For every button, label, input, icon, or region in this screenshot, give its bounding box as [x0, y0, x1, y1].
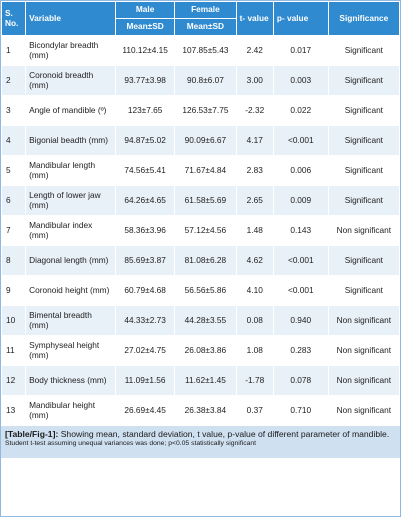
cell-t-value: 4.17: [236, 126, 273, 156]
table-caption: [1, 426, 400, 458]
cell-p-value: 0.940: [273, 306, 328, 336]
header-significance: Significance: [328, 2, 399, 36]
cell-variable: Bicondylar breadth (mm): [26, 36, 116, 66]
cell-sno: 10: [2, 306, 26, 336]
cell-t-value: 4.62: [236, 246, 273, 276]
table-row: [2, 156, 400, 186]
cell-male-mean-sd: 74.56±5.41: [116, 156, 175, 186]
cell-sno: 3: [2, 96, 26, 126]
cell-variable: Length of lower jaw (mm): [26, 186, 116, 216]
cell-variable: Mandibular height (mm): [26, 396, 116, 426]
cell-male-mean-sd: 93.77±3.98: [116, 66, 175, 96]
caption-main: [5, 429, 396, 439]
cell-t-value: 0.37: [236, 396, 273, 426]
table-row: [2, 66, 400, 96]
cell-female-mean-sd: 107.85±5.43: [175, 36, 236, 66]
header-t-value: t- value: [236, 2, 273, 36]
cell-sno: 12: [2, 366, 26, 396]
cell-significance: Significant: [328, 66, 399, 96]
header-variable: Variable: [26, 2, 116, 36]
cell-significance: Significant: [328, 246, 399, 276]
cell-male-mean-sd: 26.69±4.45: [116, 396, 175, 426]
cell-male-mean-sd: 11.09±1.56: [116, 366, 175, 396]
cell-p-value: 0.283: [273, 336, 328, 366]
header-male: Male: [116, 2, 175, 19]
table-row: [2, 396, 400, 426]
cell-p-value: 0.006: [273, 156, 328, 186]
header-female: Female: [175, 2, 236, 19]
cell-variable: Mandibular length (mm): [26, 156, 116, 186]
cell-female-mean-sd: 71.67±4.84: [175, 156, 236, 186]
cell-sno: 8: [2, 246, 26, 276]
mandible-parameters-table: [1, 1, 400, 426]
cell-female-mean-sd: 26.08±3.86: [175, 336, 236, 366]
cell-t-value: -2.32: [236, 96, 273, 126]
cell-t-value: 1.08: [236, 336, 273, 366]
cell-variable: Body thickness (mm): [26, 366, 116, 396]
table-row: [2, 366, 400, 396]
cell-t-value: 3.00: [236, 66, 273, 96]
cell-male-mean-sd: 60.79±4.68: [116, 276, 175, 306]
cell-variable: Angle of mandible (º): [26, 96, 116, 126]
cell-p-value: <0.001: [273, 126, 328, 156]
table-row: [2, 276, 400, 306]
cell-significance: Non significant: [328, 366, 399, 396]
cell-sno: 7: [2, 216, 26, 246]
cell-sno: 6: [2, 186, 26, 216]
cell-female-mean-sd: 57.12±4.56: [175, 216, 236, 246]
cell-female-mean-sd: 11.62±1.45: [175, 366, 236, 396]
cell-female-mean-sd: 61.58±5.69: [175, 186, 236, 216]
cell-significance: Significant: [328, 156, 399, 186]
cell-significance: Significant: [328, 186, 399, 216]
cell-male-mean-sd: 27.02±4.75: [116, 336, 175, 366]
cell-sno: 2: [2, 66, 26, 96]
cell-significance: Non significant: [328, 306, 399, 336]
header-sno: S. No.: [2, 2, 26, 36]
cell-significance: Non significant: [328, 216, 399, 246]
cell-t-value: 0.08: [236, 306, 273, 336]
cell-male-mean-sd: 58.36±3.96: [116, 216, 175, 246]
cell-t-value: 2.65: [236, 186, 273, 216]
header-male-mean-sd: Mean±SD: [116, 19, 175, 36]
cell-variable: Diagonal length (mm): [26, 246, 116, 276]
cell-sno: 5: [2, 156, 26, 186]
cell-sno: 9: [2, 276, 26, 306]
cell-female-mean-sd: 44.28±3.55: [175, 306, 236, 336]
caption-label: [Table/Fig-1]:: [5, 429, 59, 439]
cell-sno: 11: [2, 336, 26, 366]
table-row: [2, 36, 400, 66]
cell-male-mean-sd: 64.26±4.65: [116, 186, 175, 216]
cell-significance: Significant: [328, 96, 399, 126]
cell-p-value: 0.003: [273, 66, 328, 96]
cell-sno: 4: [2, 126, 26, 156]
cell-sno: 1: [2, 36, 26, 66]
cell-p-value: <0.001: [273, 276, 328, 306]
cell-t-value: -1.78: [236, 366, 273, 396]
cell-male-mean-sd: 94.87±5.02: [116, 126, 175, 156]
cell-significance: Significant: [328, 276, 399, 306]
cell-p-value: 0.009: [273, 186, 328, 216]
cell-female-mean-sd: 90.8±6.07: [175, 66, 236, 96]
cell-male-mean-sd: 110.12±4.15: [116, 36, 175, 66]
cell-significance: Non significant: [328, 396, 399, 426]
cell-p-value: <0.001: [273, 246, 328, 276]
table-header: [2, 2, 400, 36]
table-row: [2, 216, 400, 246]
table-row: [2, 96, 400, 126]
cell-female-mean-sd: 26.38±3.84: [175, 396, 236, 426]
cell-male-mean-sd: 123±7.65: [116, 96, 175, 126]
cell-variable: Symphyseal height (mm): [26, 336, 116, 366]
cell-p-value: 0.143: [273, 216, 328, 246]
cell-male-mean-sd: 44.33±2.73: [116, 306, 175, 336]
cell-female-mean-sd: 90.09±6.67: [175, 126, 236, 156]
table-row: [2, 246, 400, 276]
cell-significance: Significant: [328, 126, 399, 156]
table-row: [2, 186, 400, 216]
cell-female-mean-sd: 81.08±6.28: [175, 246, 236, 276]
cell-variable: Mandibular index (mm): [26, 216, 116, 246]
cell-p-value: 0.017: [273, 36, 328, 66]
cell-t-value: 1.48: [236, 216, 273, 246]
header-p-value: p- value: [273, 2, 328, 36]
cell-significance: Non significant: [328, 336, 399, 366]
cell-t-value: 2.42: [236, 36, 273, 66]
header-female-mean-sd: Mean±SD: [175, 19, 236, 36]
caption-note: Student t-test assuming unequal variances was done; p<0.05 statistically significant: [5, 440, 257, 448]
cell-p-value: 0.022: [273, 96, 328, 126]
cell-t-value: 2.83: [236, 156, 273, 186]
cell-female-mean-sd: 126.53±7.75: [175, 96, 236, 126]
table-row: [2, 336, 400, 366]
cell-male-mean-sd: 85.69±3.87: [116, 246, 175, 276]
table-body: [2, 36, 400, 426]
table-row: [2, 306, 400, 336]
caption-text: Showing mean, standard deviation, t value, p-value of different parameter of mandible.: [60, 429, 390, 439]
cell-variable: Bimental breadth (mm): [26, 306, 116, 336]
cell-variable: Coronoid breadth (mm): [26, 66, 116, 96]
cell-female-mean-sd: 56.56±5.86: [175, 276, 236, 306]
cell-t-value: 4.10: [236, 276, 273, 306]
cell-variable: Coronoid height (mm): [26, 276, 116, 306]
cell-variable: Bigonial beadth (mm): [26, 126, 116, 156]
cell-sno: 13: [2, 396, 26, 426]
cell-p-value: 0.078: [273, 366, 328, 396]
cell-p-value: 0.710: [273, 396, 328, 426]
cell-significance: Significant: [328, 36, 399, 66]
table-row: [2, 126, 400, 156]
